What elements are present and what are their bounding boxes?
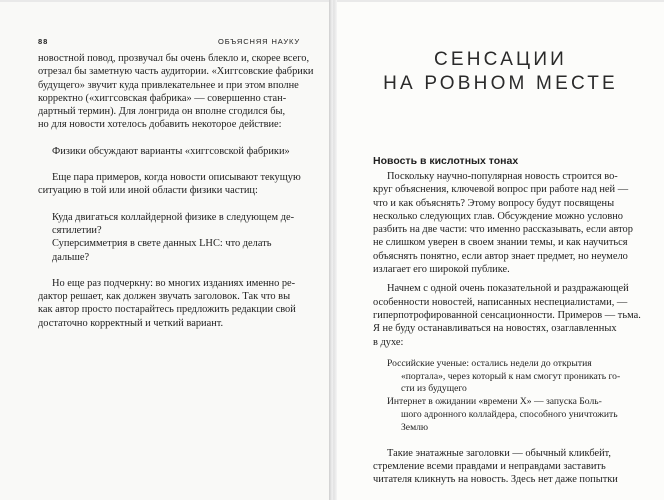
headline-example: Куда двигаться коллайдерной физике в следующем де-	[52, 211, 295, 223]
text-line: в духе:	[373, 336, 404, 348]
running-title: ОБЪЯСНЯЯ НАУКУ	[218, 37, 301, 46]
headline-example: шого адронного коллайдера, способного уничтожить	[401, 409, 618, 421]
right-page	[337, 2, 664, 500]
text-line: Я не буду останавливаться на новостях, озаглавленных	[373, 323, 617, 335]
headline-example: сятилетии?	[52, 224, 102, 236]
text-line: корректно («хиггсовская фабрика» — совершенно стан-	[38, 92, 287, 104]
text-line: разбить на две части: что именно рассказывать, если автор	[373, 224, 633, 236]
headline-example: Интернет в ожидании «времени X» — запуска Боль-	[387, 396, 602, 408]
text-line: новостной повод, прозвучал бы очень блекло и, скорее всего,	[38, 53, 310, 64]
text-line: излагает его широкой публике.	[373, 264, 510, 276]
left-body-text	[38, 52, 316, 330]
text-line: дактор решает, как должен звучать заголовок. Так что вы	[38, 291, 291, 303]
text-line: гиперпотрофированной сенсационности. Примеров — тьма.	[373, 309, 641, 321]
chapter-title-line: НА РОВНОМ МЕСТЕ	[383, 73, 618, 94]
text-line: особенности новостей, написанных неспециалистами, —	[373, 296, 628, 308]
page-number: 88	[38, 37, 49, 46]
headline-example: Суперсимметрия в свете данных LHC: что делать	[52, 238, 272, 250]
headline-example: сти из будущего	[401, 383, 467, 395]
text-line: читателя кликнуть на новость. Здесь нет даже попытки	[373, 474, 618, 486]
right-body-text	[373, 170, 655, 487]
headline-example: Землю	[401, 421, 429, 433]
text-line: Но еще раз подчеркну: во многих изданиях именно ре-	[52, 277, 296, 289]
text-line: как автор просто постарайтесь предложить редакции свой	[38, 304, 296, 316]
text-line: не слишком уверен в своем знании темы, и как научиться	[373, 237, 628, 249]
text-line: Поскольку научно-популярная новость строится во-	[387, 171, 618, 182]
headline-example: Физики обсуждают варианты «хиггсовской фабрики»	[52, 145, 290, 157]
text-line: достаточно корректный и четкий вариант.	[38, 317, 224, 329]
section-heading: Новость в кислотных тонах	[373, 155, 519, 167]
text-line: круг объяснения, ключевой вопрос при работе над ней —	[373, 184, 629, 196]
text-line: Начнем с одной очень показательной и раздражающей	[387, 283, 629, 295]
text-line: дартный термин). Для лонгрида он вполне сгодился бы,	[38, 106, 286, 118]
left-page	[0, 2, 329, 500]
text-line: что и как объяснять? Этому вопросу будут посвящены	[373, 197, 615, 209]
text-line: но для новости хотелось добавить некоторое действие:	[38, 119, 282, 131]
chapter-title	[337, 48, 664, 96]
text-line: Такие энатажные заголовки — обычный кликбейт,	[387, 447, 612, 459]
text-line: стремление всеми правдами и неправдами заставить	[373, 460, 606, 472]
chapter-title-line: СЕНСАЦИИ	[433, 49, 568, 70]
text-line: ситуацию в той или иной области физики частиц:	[38, 185, 258, 197]
text-line: будущего» звучит куда привлекательнее и при этом вполне	[38, 79, 299, 91]
headline-example: дальше?	[52, 251, 90, 263]
headline-example: «портала», через который к нам смогут проникать го-	[401, 370, 621, 382]
text-line: отрезал бы заметную часть аудитории. «Хиггсовские фабрики	[38, 66, 314, 78]
book-gutter	[329, 0, 337, 500]
headline-example: Российские ученые: остались недели до открытия	[387, 357, 592, 369]
text-line: несколько следующих глав. Обсуждение можно условно	[373, 210, 623, 222]
text-line: объяснять понятно, если автор знает предмет, но неумело	[373, 250, 628, 262]
text-line: Еще пара примеров, когда новости описывают текущую	[52, 172, 301, 184]
